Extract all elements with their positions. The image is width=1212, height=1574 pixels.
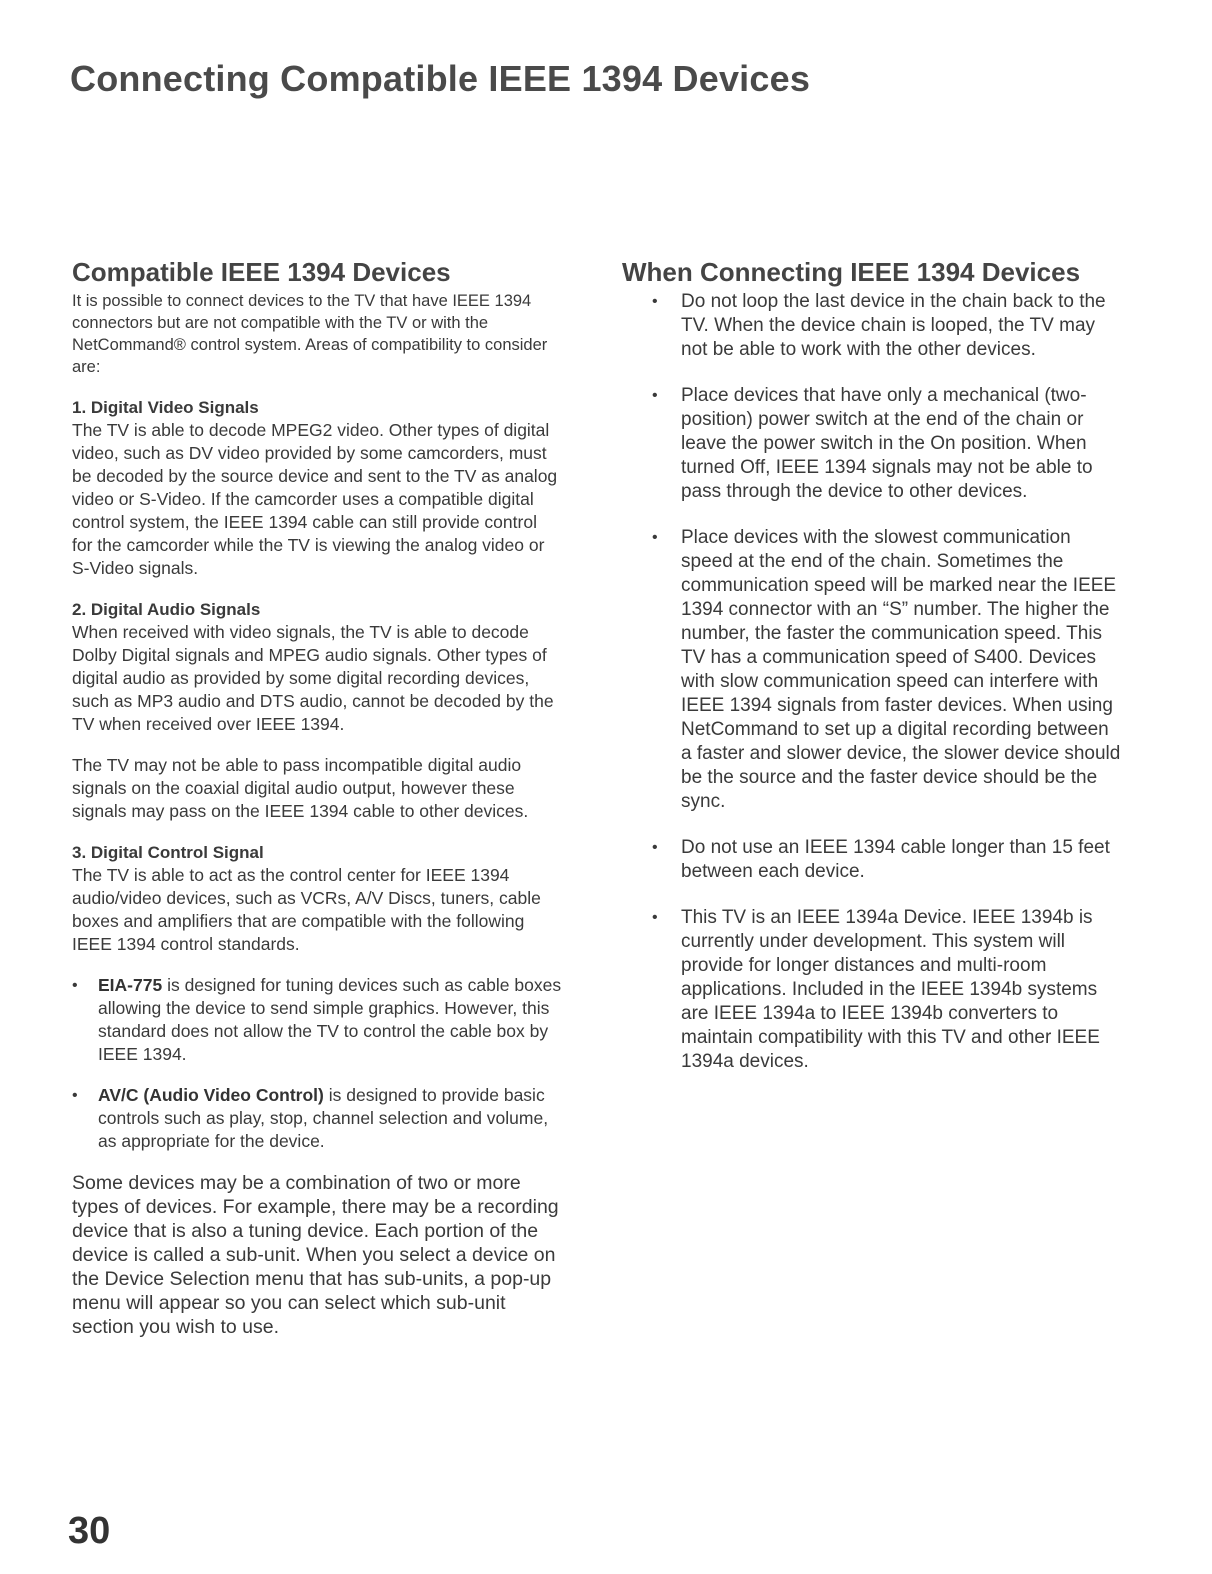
- digital-audio-section: [72, 598, 562, 736]
- page-title: Connecting Compatible IEEE 1394 Devices: [70, 58, 811, 99]
- list-item: • Place devices with the slowest communication speed at the end of the chain. Sometimes the communication speed will be marked near the IEEE 1394 connector with an “S” number. The higher the number, the faster the communication speed. This TV has a communication speed of S400. Devices with slow communication speed can interfere with IEEE 1394 signals from faster devices. When using NetCommand to set up a digital recording between a faster and slower device, the slower device should be the source and the faster device should be the sync.: [622, 526, 1122, 814]
- section-body: When received with video signals, the TV is able to decode Dolby Digital signals and MPEG audio signals. Other types of digital audio as provided by some digital recording devices, such as MP3 audio and DTS audio, cannot be decoded by the TV when received over IEEE 1394.: [72, 622, 554, 734]
- right-column: [622, 256, 1122, 1096]
- compatible-devices-heading: Compatible IEEE 1394 Devices: [72, 257, 451, 287]
- left-column: [72, 256, 562, 1339]
- digital-video-section: [72, 396, 562, 580]
- incompatible-audio-note: The TV may not be able to pass incompatible digital audio signals on the coaxial digital audio output, however these signals may pass on the IEEE 1394 cable to other devices.: [72, 755, 529, 821]
- list-item: • Do not use an IEEE 1394 cable longer than 15 feet between each device.: [622, 836, 1122, 884]
- section-body: The TV is able to act as the control center for IEEE 1394 audio/video devices, such as VCRs, A/V Discs, tuners, cable boxes and amplifiers that are compatible with the following IEEE 1394 control standards.: [72, 865, 541, 954]
- sub-unit-note: Some devices may be a combination of two or more types of devices. For example, there may be a recording device that is also a tuning device. Each portion of the device is called a sub-unit. When you select a device on the Device Selection menu that has sub-units, a pop-up menu will appear so you can select which sub-unit section you wish to use.: [72, 1172, 559, 1338]
- section-title: 3. Digital Control Signal: [72, 843, 264, 862]
- standard-text: is designed for tuning devices such as cable boxes allowing the device to send simple graphics. However, this standard does not allow the TV to control the cable box by IEEE 1394.: [98, 975, 562, 1064]
- standard-name: EIA-775: [98, 975, 163, 995]
- list-item: [72, 974, 562, 1066]
- control-standards-list: [72, 974, 562, 1153]
- list-item: • Place devices that have only a mechanical (two-position) power switch at the end of the chain or leave the power switch in the On position. When turned Off, IEEE 1394 signals may not be able to pass through the device to other devices.: [622, 384, 1122, 504]
- list-item: • This TV is an IEEE 1394a Device. IEEE 1394b is currently under development. This system will provide for longer distances and multi-room applications. Included in the IEEE 1394b systems are IEEE 1394a to IEEE 1394b converters to maintain compatibility with this TV and other IEEE 1394a devices.: [622, 906, 1122, 1074]
- page-number: 30: [68, 1510, 111, 1552]
- list-item: • Do not loop the last device in the chain back to the TV. When the device chain is looped, the TV may not be able to work with the other devices.: [622, 290, 1122, 362]
- list-item: [72, 1084, 562, 1153]
- section-title: 2. Digital Audio Signals: [72, 600, 261, 619]
- section-title: 1. Digital Video Signals: [72, 398, 259, 417]
- when-connecting-heading: When Connecting IEEE 1394 Devices: [622, 257, 1081, 287]
- standard-text: is designed to provide basic controls such as play, stop, channel selection and volume, as appropriate for the device.: [98, 1085, 549, 1151]
- standard-name: AV/C (Audio Video Control): [98, 1085, 324, 1105]
- intro-paragraph: It is possible to connect devices to the TV that have IEEE 1394 connectors but are not compatible with the TV or with the NetCommand® control system. Areas of compatibility to consider are:: [72, 292, 548, 376]
- connection-tips-list: [622, 290, 1122, 1074]
- digital-control-section: [72, 841, 562, 956]
- section-body: The TV is able to decode MPEG2 video. Other types of digital video, such as DV video provided by some camcorders, must be decoded by the source device and sent to the TV as analog video or S-Video. If the camcorder uses a compatible digital control system, the IEEE 1394 cable can still provide control for the camcorder while the TV is viewing the analog video or S-Video signals.: [72, 420, 558, 578]
